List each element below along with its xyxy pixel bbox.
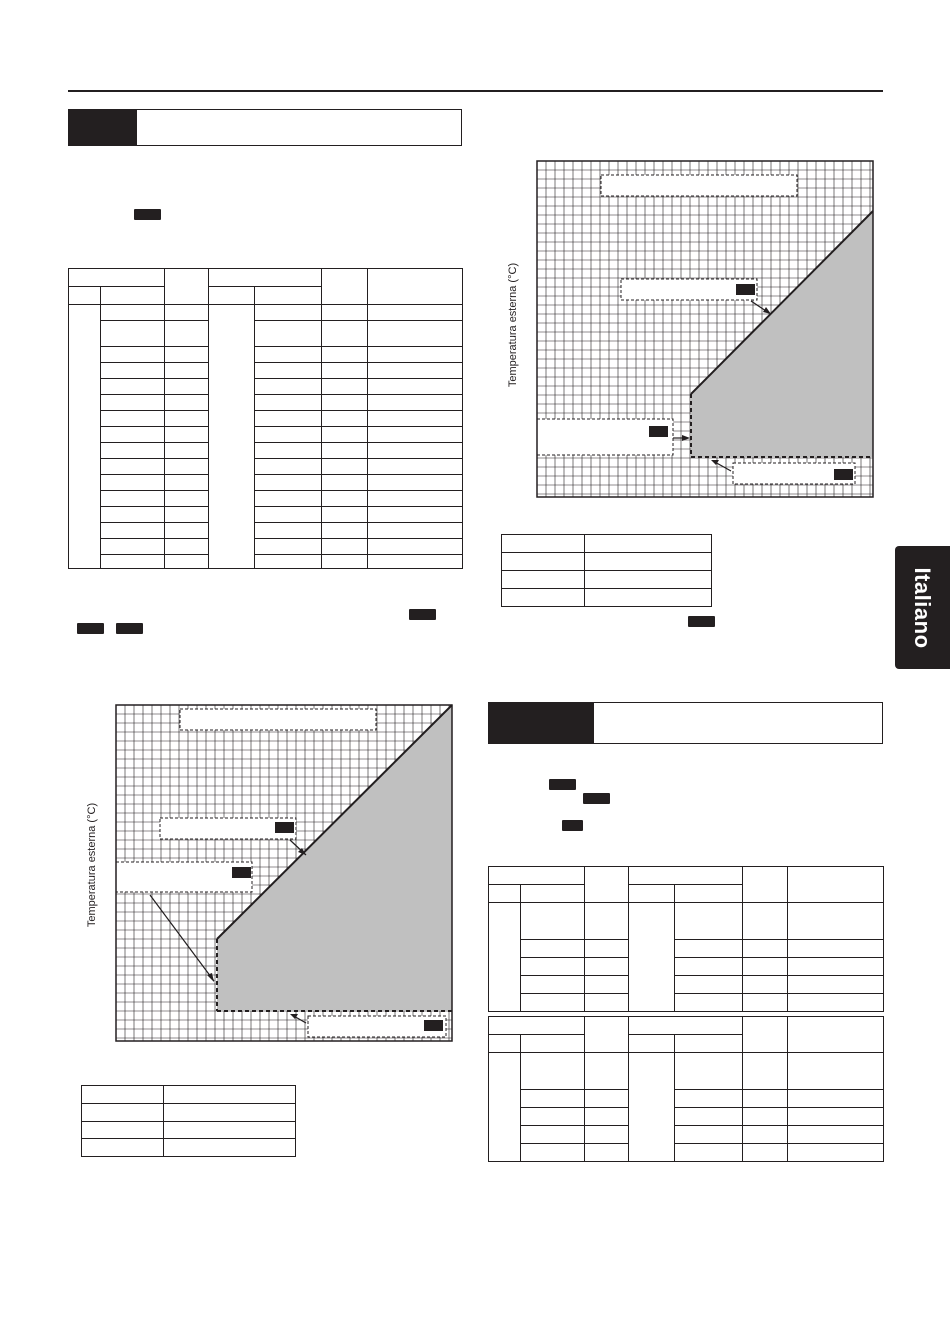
temperature-chart-left <box>116 705 452 1041</box>
header-rule <box>68 90 883 92</box>
table-merged-cell <box>489 1053 521 1162</box>
language-side-tab-label: Italiano <box>910 567 935 649</box>
table-merged-cell <box>629 1053 675 1162</box>
language-side-tab <box>895 546 950 669</box>
ref-chip-6 <box>549 779 576 790</box>
ref-chip-1 <box>134 209 161 220</box>
ref-chip-5 <box>688 616 715 627</box>
legend-table-right <box>501 534 712 607</box>
table-merged-cell <box>629 903 675 1012</box>
temperature-chart-right <box>537 161 873 497</box>
ref-chip-4 <box>116 623 143 634</box>
ref-chip-8 <box>562 820 583 831</box>
table-merged-cell <box>209 305 255 569</box>
chart-label-box <box>180 709 376 730</box>
legend-table-left <box>81 1085 296 1157</box>
chart-label-box <box>601 175 797 196</box>
ref-chip <box>834 469 853 480</box>
section-header-left-block <box>69 110 137 145</box>
settings-table-right-b <box>488 1016 884 1162</box>
ref-chip <box>424 1020 443 1031</box>
ref-chip <box>275 822 294 833</box>
chart-label-box <box>116 862 252 892</box>
ref-chip-3 <box>77 623 104 634</box>
ref-chip-2 <box>409 609 436 620</box>
ref-chip <box>736 284 755 295</box>
section-header-left <box>68 109 462 146</box>
section-header-right <box>488 702 883 744</box>
table-merged-cell <box>69 305 101 569</box>
settings-table-left <box>68 268 463 569</box>
y-axis-label-left: Temperatura esterna (°C) <box>86 802 98 928</box>
table-merged-cell <box>489 903 521 1012</box>
section-header-right-block <box>489 703 594 743</box>
ref-chip <box>649 426 668 437</box>
ref-chip <box>232 867 251 878</box>
y-axis-label-right: Temperatura esterna (°C) <box>507 262 519 388</box>
settings-table-right-a <box>488 866 884 1012</box>
ref-chip-7 <box>583 793 610 804</box>
